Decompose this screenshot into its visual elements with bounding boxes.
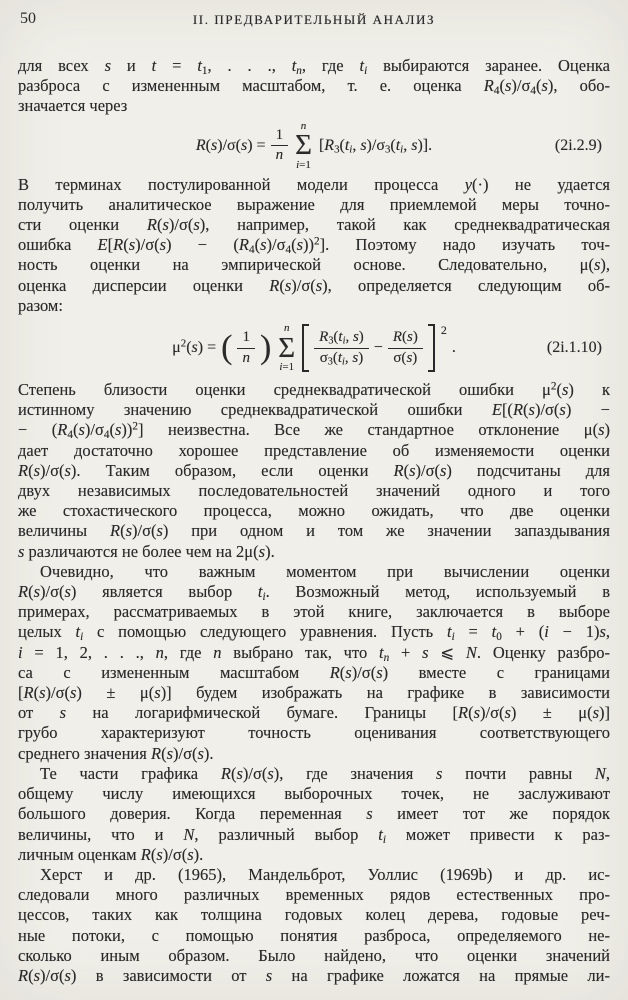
equation-number: (2i.2.9) bbox=[554, 136, 602, 154]
text-line: сколько иным образом. Было найдено, что оценки значений bbox=[18, 945, 610, 965]
text-line: са с измененным масштабом R(s)/σ(s) вместе с границами bbox=[18, 662, 610, 682]
big-left-bracket bbox=[302, 324, 309, 372]
fraction bbox=[271, 127, 289, 165]
sum-lower-limit: i=1 bbox=[279, 361, 295, 374]
fraction-numerator: 1 bbox=[237, 329, 255, 348]
text-line: значается через bbox=[18, 96, 128, 116]
big-right-bracket bbox=[428, 324, 435, 372]
text-line: оценка дисперсии оценки R(s)/σ(s), определяется следующим об- bbox=[18, 275, 610, 295]
paragraph-2 bbox=[18, 175, 610, 316]
minus-sign: − bbox=[373, 338, 383, 356]
fraction-numerator: R(s) bbox=[388, 329, 423, 348]
text-line: примерах, рассматриваемых в этой книге, заключается в выборе bbox=[18, 602, 610, 622]
fraction bbox=[388, 329, 423, 367]
paragraph-6 bbox=[18, 865, 610, 986]
fraction-denominator: n bbox=[275, 147, 284, 164]
display-equation-2i-2-9 bbox=[18, 117, 610, 175]
big-right-paren: ) bbox=[259, 329, 272, 367]
big-left-paren: ( bbox=[221, 329, 233, 367]
text-line: s различаются не более чем на 2μ(s). bbox=[18, 541, 275, 561]
sigma-icon: Σ bbox=[278, 331, 296, 364]
fraction-numerator: $R_3(t_i$, s) bbox=[314, 329, 369, 348]
text-line: − $(R_4(s)/\sigma_4(s))^2$] неизвестна. Все же стандартное отклонение μ(s) bbox=[18, 420, 610, 442]
text-line: истинному значению среднеквадратической ошибки E[(R(s)/σ(s) − bbox=[18, 400, 610, 420]
text-line: получить аналитическое выражение для приемлемой меры точно- bbox=[18, 194, 610, 214]
equation-number: (2i.1.10) bbox=[546, 338, 602, 356]
paragraph-5 bbox=[18, 764, 610, 865]
text-line: ные потоки, с помощью понятия разброса, определяемого не- bbox=[18, 925, 610, 945]
text-line: ность оценки на эмпирической основе. Следовательно, μ(s), bbox=[18, 255, 610, 275]
fraction bbox=[314, 329, 369, 367]
sum-upper-limit: n bbox=[300, 119, 307, 132]
text-line: грубо характеризуют точность оценивания соответствующего bbox=[18, 723, 610, 743]
summation bbox=[295, 120, 312, 172]
bracket-exponent: 2 bbox=[440, 323, 447, 338]
fraction bbox=[237, 329, 255, 367]
fraction-denominator: $\sigma_3(t_i$, s) bbox=[319, 349, 364, 368]
fraction-denominator: n bbox=[242, 349, 250, 366]
text-line: R(s)/σ(s) является выбор $t_i$. Возможный метод, используемый в bbox=[18, 582, 610, 603]
text-line: ошибка $E[R(s)/\sigma(s) - (R_4(s)/\sigma_4(s))^2]$. Поэтому надо изучать точ- bbox=[18, 235, 610, 257]
running-head: II. ПРЕДВАРИТЕЛЬНЫЙ АНАЛИЗ bbox=[192, 12, 436, 27]
text-line: следовали много различных временных рядов естественных про- bbox=[18, 885, 610, 905]
display-equation-2i-1-10 bbox=[18, 316, 610, 380]
text-line: величины, что и N, различный выбор $t_i$ может привести к раз- bbox=[18, 824, 610, 846]
summation bbox=[278, 322, 295, 374]
sigma-icon: Σ bbox=[295, 129, 312, 162]
page-number: 50 bbox=[20, 10, 36, 27]
fraction-numerator: 1 bbox=[271, 127, 289, 146]
equation-period: . bbox=[451, 338, 456, 356]
text-line: сти оценки R(s)/σ(s), например, такой как среднеквадратическая bbox=[18, 215, 610, 235]
text-line: разом: bbox=[18, 295, 63, 315]
sum-lower-limit: i=1 bbox=[296, 158, 311, 171]
text-line: от s на логарифмической бумаге. Границы [R(s)/σ(s) ± μ(s)] bbox=[18, 703, 610, 723]
text-line: Степень близости оценки среднеквадратической ошибки $\mu^2(s)$ к bbox=[18, 380, 610, 400]
text-line: Очевидно, что важным моментом при вычислении оценки bbox=[40, 561, 610, 581]
equation-rhs: [$R_3(t_i$, $s)/\sigma_3(t_i$, s)]. bbox=[318, 136, 433, 156]
text-line: цессов, таких как толщина годовых колец дерева, годовые реч- bbox=[18, 905, 610, 925]
text-line: двух независимых последовательностей значений одного и того bbox=[18, 481, 610, 501]
equation-body bbox=[172, 322, 456, 374]
text-line: целых $t_i$ с помощью следующего уравнения. Пусть $t_i = t_0 + (i - 1)s$, bbox=[18, 622, 610, 644]
text-line: i = 1, 2, . . ., n, где n выбрано так, что $t_n + s$ ⩽ N. Оценку разбро- bbox=[18, 642, 611, 664]
paragraph-1 bbox=[18, 56, 610, 117]
text-line: R(s)/σ(s). Таким образом, если оценки R(s)/σ(s) подсчитаны для bbox=[18, 460, 610, 480]
equation-body bbox=[196, 120, 432, 172]
text-line: В терминах постулированной модели процесса y(·) не удается bbox=[18, 174, 610, 194]
text-line: Те части графика R(s)/σ(s), где значения s почти равны N, bbox=[40, 763, 611, 783]
text-line: для всех s и $t = t_1$, . . ., $t_n$, где $t_i$ выбираются заранее. Оценка bbox=[18, 56, 610, 77]
sum-upper-limit: n bbox=[283, 322, 290, 335]
text-column bbox=[18, 56, 610, 986]
text-line: Херст и др. (1965), Мандельброт, Уоллис (1969b) и др. ис- bbox=[40, 864, 610, 884]
text-line: среднего значения R(s)/σ(s). bbox=[18, 743, 214, 763]
fraction-denominator: σ(s) bbox=[393, 349, 418, 366]
text-line: личным оценкам R(s)/σ(s). bbox=[18, 844, 204, 864]
text-line: величины R(s)/σ(s) при одном и том же значении запаздывания bbox=[18, 521, 610, 541]
text-line: дает достаточно хорошее представление об изменяемости оценки bbox=[18, 440, 610, 460]
text-line: разброса с измененным масштабом, т. е. оценка $R_4(s)/\sigma_4(s)$, обо- bbox=[18, 76, 610, 97]
text-line: общему числу имеющихся выборочных точек, не заслуживают bbox=[18, 784, 610, 804]
text-line: же стохастического процесса, можно ожидать, что две оценки bbox=[18, 501, 610, 521]
paragraph-4 bbox=[18, 562, 610, 764]
text-line: R(s)/σ(s) в зависимости от s на графике ложатся на прямые ли- bbox=[18, 965, 610, 985]
text-line: большого доверия. Когда переменная s имеет тот же порядок bbox=[18, 804, 610, 824]
equation-lhs: $\mu^2(s)$ = bbox=[172, 337, 217, 356]
paragraph-3 bbox=[18, 380, 610, 562]
text-line: [R(s)/σ(s) ± μ(s)] будем изображать на графике в зависимости bbox=[18, 683, 610, 703]
equation-lhs: R(s)/σ(s) = bbox=[195, 136, 266, 154]
